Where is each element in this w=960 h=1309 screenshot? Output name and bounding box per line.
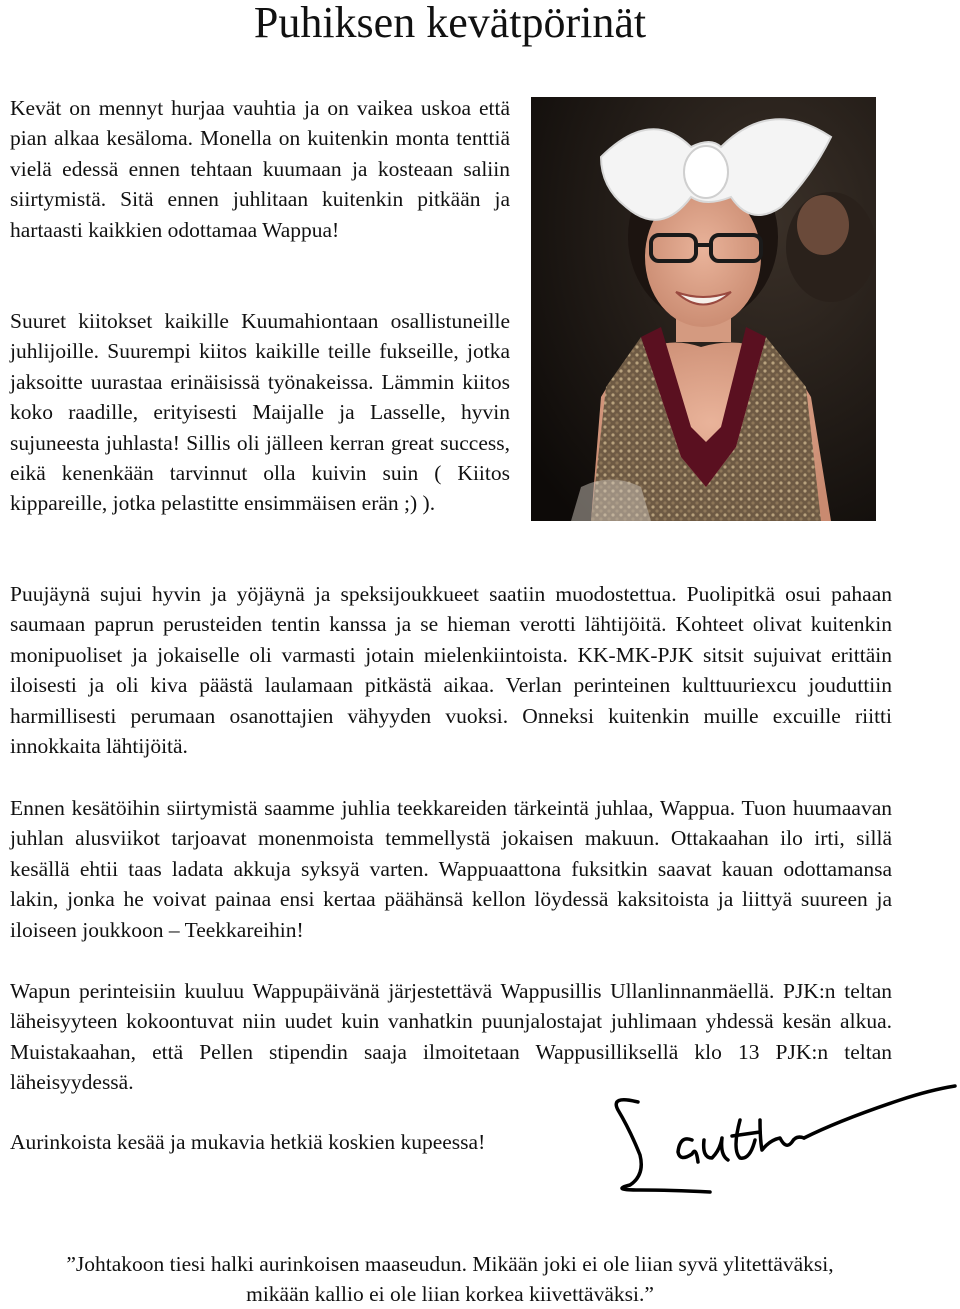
paragraph-wappu: Ennen kesätöihin siirtymistä saamme juhlia teekkareiden tärkeintä juhlaa, Wappua. Tuon huumaavan juhlan alusviikot tarjoavat monenmoista temmellystä jokaisen makuun. Ottakaahan ilo irti, sillä kesällä ehtii taas ladata akkuja syksyä varten. Wappuaattona fuksitkin saavat kauan odottamansa lakin, jonka he voivat painaa ensi kertaa päähänsä kellon löydessä kaksitoista ja liittyä suureen ja iloiseen joukkoon – Teekkareihin!	[10, 796, 892, 942]
portrait-photo	[531, 97, 876, 521]
paragraph-events: Puujäynä sujui hyvin ja yöjäynä ja speksijoukkueet saatiin muodostettua. Puolipitkä osui pahaan saumaan paprun perusteiden tentin kanssa ja se hieman verotti lähtijöitä. Kohteet olivat kuitenkin monipuoliset ja jokaiselle oli varmasti jotain mielenkiintoista. KK-MK-PJK sitsit sujuivat erittäin iloisesti ja oli kiva päästä laulamaan pitkästä aikaa. Verlan perinteinen kulttuuriexcu jouduttiin harmillisesti perumaan osanottajien vähyyden vuoksi. Onneksi kuitenkin muille excuille riitti innokkaita lähtijöitä.	[10, 582, 892, 759]
signature	[600, 1080, 960, 1210]
closing-quote	[0, 1249, 900, 1309]
quote-line-1: ”Johtakoon tiesi halki aurinkoisen maaseudun. Mikään joki ei ole liian syvä ylitettäväksi,	[66, 1252, 834, 1276]
paragraph-wappusillis: Wapun perinteisiin kuuluu Wappupäivänä järjestettävä Wappusillis Ullanlinnanmäellä. PJK:n teltan läheisyyteen kokoontuvat niin uudet kuin vanhatkin puunjalostajat juhlimaan yhdessä kesän alkua. Muistakaahan, että Pellen stipendin saaja ilmoitetaan Wappusilliksellä klo 13 PJK:n teltan läheisyydessä.	[10, 979, 892, 1095]
quote-line-2: mikään kallio ei ole liian korkea kiivettäväksi.”	[246, 1282, 654, 1306]
page-title: Puhiksen kevätpörinät	[253, 0, 647, 47]
paragraph-thanks: Suuret kiitokset kaikille Kuumahiontaan osallistuneille juhlijoille. Suurempi kiitos kaikille teille fukseille, jotka jaksoitte uurastaa erinäisissä työnakeissa. Lämmin kiitos koko raadille, erityisesti Maijalle ja Lasselle, hyvin sujuneesta juhlasta! Sillis oli jälleen kerran great success, eikä kenenkään tarvinnut olla kuivin suin ( Kiitos kippareille, jotka pelastitte ensimmäisen erän ;) ).	[10, 309, 510, 516]
paragraph-closing: Aurinkoista kesää ja mukavia hetkiä koskien kupeessa!	[10, 1130, 486, 1154]
paragraph-intro: Kevät on mennyt hurjaa vauhtia ja on vaikea uskoa että pian alkaa kesäloma. Monella on kuitenkin monta tenttiä vielä edessä ennen tehtaan kuumaan ja kosteaan saliin siirtymistä. Sitä ennen juhlitaan kuitenkin pitkään ja hartaasti kaikkien odottamaa Wappua!	[10, 96, 510, 242]
